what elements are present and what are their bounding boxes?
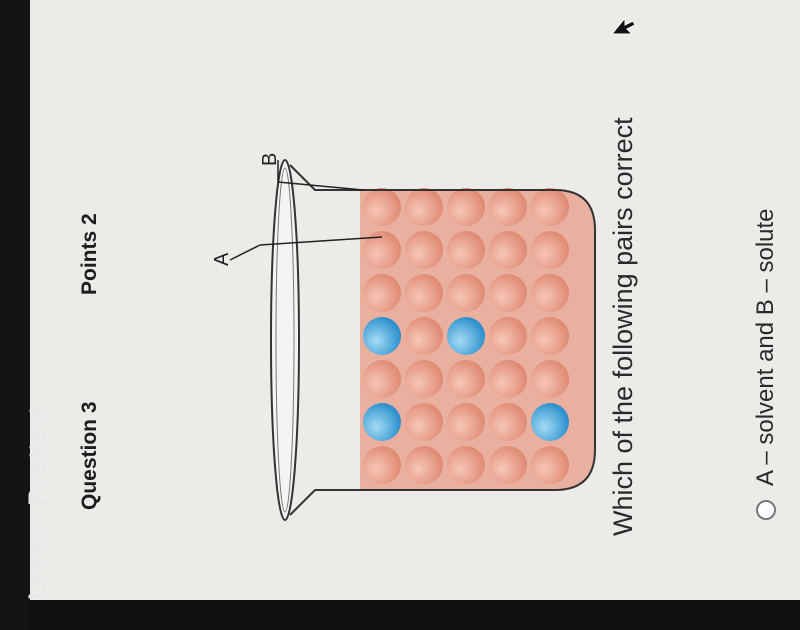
solvent-particle: [405, 360, 443, 398]
solvent-particle: [447, 403, 485, 441]
solvent-particle: [363, 188, 401, 226]
solvent-particle: [363, 231, 401, 269]
solvent-particle: [447, 360, 485, 398]
solvent-particle: [531, 360, 569, 398]
lesson-title: Lesson Posttest: [24, 406, 52, 600]
label-a: A: [211, 252, 233, 266]
solvent-particle: [531, 231, 569, 269]
solvent-particle: [405, 446, 443, 484]
label-a-line: [230, 245, 260, 260]
solvent-particle: [447, 231, 485, 269]
solute-particle: [363, 403, 401, 441]
solvent-particle: [489, 360, 527, 398]
solvent-particle: [447, 446, 485, 484]
label-b: B: [259, 152, 281, 166]
cursor-arrow-icon: [608, 8, 638, 38]
solvent-particle: [405, 403, 443, 441]
question-prompt: Which of the following pairs correct: [608, 117, 638, 536]
question-number: Question 3: [78, 401, 101, 510]
answer-option-label: A – solvent and B – solute: [752, 208, 779, 486]
solvent-particle: [489, 188, 527, 226]
answer-option[interactable]: [746, 208, 786, 520]
solvent-particle: [363, 274, 401, 312]
rotated-content: [24, 0, 800, 600]
beaker-rim: [271, 160, 299, 520]
solvent-particle: [531, 317, 569, 355]
solvent-particle: [405, 317, 443, 355]
solvent-particle: [405, 188, 443, 226]
solvent-particle: [489, 274, 527, 312]
solvent-particle: [363, 446, 401, 484]
solvent-particle: [531, 274, 569, 312]
quiz-page: [24, 0, 800, 600]
solvent-particle: [489, 317, 527, 355]
beaker-diagram: [160, 0, 600, 600]
solvent-particle: [531, 188, 569, 226]
solute-particle: [531, 403, 569, 441]
solvent-particle: [405, 274, 443, 312]
solvent-particle: [405, 231, 443, 269]
solvent-particle: [489, 231, 527, 269]
solvent-particle: [489, 446, 527, 484]
radio-button-icon[interactable]: [756, 500, 776, 520]
solute-particle: [363, 317, 401, 355]
question-points: Points 2: [78, 213, 101, 295]
solute-particle: [447, 317, 485, 355]
solvent-particle: [363, 360, 401, 398]
solvent-particle: [531, 446, 569, 484]
solvent-particle: [489, 403, 527, 441]
solvent-particle: [447, 188, 485, 226]
solvent-particle: [447, 274, 485, 312]
